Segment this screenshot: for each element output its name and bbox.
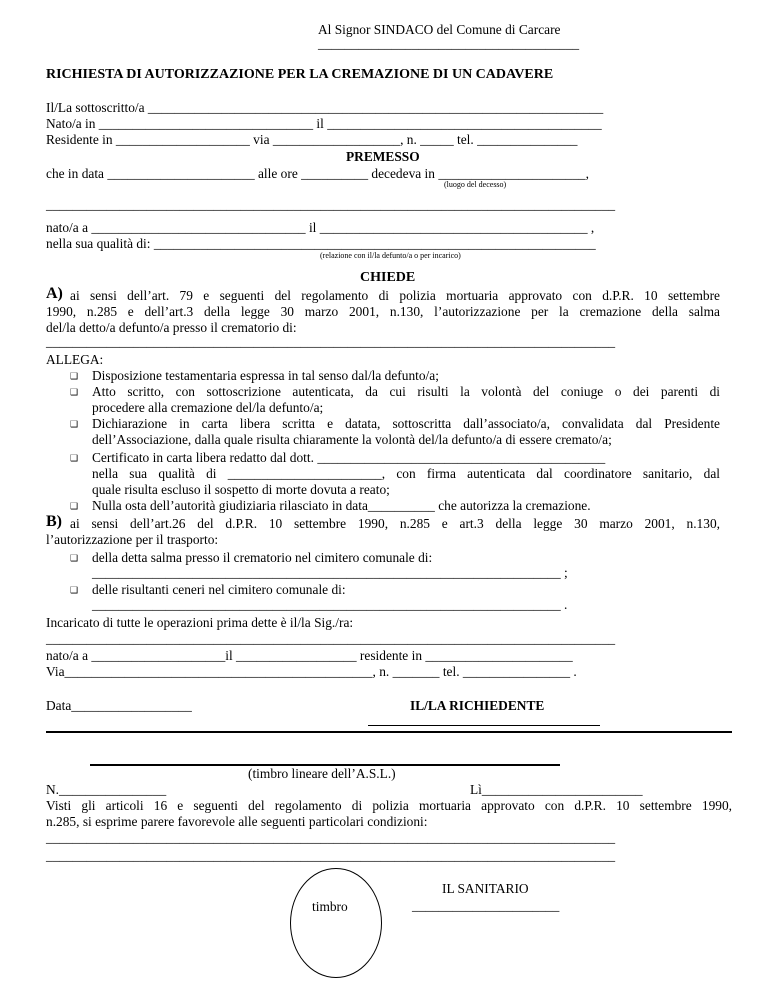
section-a-line2: 1990, n.285 e dell’art.3 della legge 30 marzo 2001, n.130, l’autorizzazione per la cremazione della salma [46,304,720,319]
allega-item4-line2[interactable]: nella sua qualità di _______________________, con firma autenticata dal coordinatore sanitario, dal [92,466,720,481]
checkbox-icon[interactable]: ❑ [70,585,79,595]
sanitario-label: IL SANITARIO [442,881,529,896]
note-place-of-death: (luogo del decesso) [444,180,507,189]
allega-item3-line2: dell’Associazione, dalla quale risulta chiaramente la volontà del/la defunto/a di essere cremato/a; [92,432,612,447]
richiedente-label: IL/LA RICHIEDENTE [410,698,545,713]
checkbox-icon[interactable]: ❑ [70,501,79,511]
doctor-field[interactable]: Certificato in carta libera redatto dal dott. ___________________________________________ [92,450,606,465]
section-b-item2: delle risultanti ceneri nel cimitero comunale di: [92,582,346,597]
conditions-field-1[interactable]: _____________________________________________________________________________________ [46,830,616,845]
conditions-field-2[interactable]: _____________________________________________________________________________________ [46,848,616,863]
checkbox-icon[interactable]: ❑ [70,419,79,429]
allega-item2-line2: procedere alla cremazione del/la defunto/a; [92,400,324,415]
deceased-birth-field[interactable]: nato/a a ________________________________ il ________________________________________ , [46,220,595,235]
asl-text-line1: Visti gli articoli 16 e seguenti del regolamento di polizia mortuaria approvato con d.P.R. 10 settembre 1990, [46,798,732,813]
crematorium-field[interactable]: _____________________________________________________________________________________ [46,334,616,349]
applicant-residence-field[interactable]: Residente in ____________________ via ___________________, n. _____ tel. _______________ [46,132,578,147]
richiedente-signature-line[interactable] [368,725,600,726]
incaricato-birth-field[interactable]: nato/a a ____________________il __________________ residente in ______________________ [46,648,573,663]
checkbox-icon[interactable]: ❑ [70,387,79,397]
section-b-item1: della detta salma presso il crematorio nel cimitero comunale di: [92,550,433,565]
death-place-continued-field[interactable]: _____________________________________________________________________________________ [46,197,616,212]
death-date-field[interactable]: che in data ______________________ alle ore __________ decedeva in ______________________, [46,166,589,181]
premesso-heading: PREMESSO [346,149,420,164]
recipient: Al Signor SINDACO del Comune di Carcare [318,22,561,37]
asl-text-line2: n.285, si esprime parere favorevole alle seguenti particolari condizioni: [46,814,428,829]
checkbox-icon[interactable]: ❑ [70,553,79,563]
asl-stamp-label: (timbro lineare dell’A.S.L.) [248,766,396,781]
allega-item2-line1: Atto scritto, con sottoscrizione autenticata, da cui risulti la volontà del coniuge o dei parenti di [92,384,720,399]
ashes-cemetery-field[interactable]: ______________________________________________________________________ . [92,597,568,612]
incaricato-label: Incaricato di tutte le operazioni prima dette è il/la Sig./ra: [46,615,354,630]
stamp-label: timbro [312,899,348,914]
section-b-line1: ai sensi dell’art.26 del d.P.R. 10 settembre 1990, n.285 e art.3 della legge 30 marzo 2001, n.130, [70,516,720,531]
document-title: RICHIESTA DI AUTORIZZAZIONE PER LA CREMAZIONE DI UN CADAVERE [46,67,554,82]
section-b-line2: l’autorizzazione per il trasporto: [46,532,219,547]
allega-item3-line1: Dichiarazione in carta libera scritta e datata, sottoscritta dall’associato/a, convalidata dal Presidente [92,416,720,431]
recipient-line: _______________________________________ [318,36,580,51]
nulla-osta-field[interactable]: Nulla osta dell’autorità giudiziaria rilasciato in data__________ che autorizza la cremazione. [92,498,591,513]
section-b-letter: B) [46,513,62,530]
relationship-field[interactable]: nella sua qualità di: __________________________________________________________________ [46,236,596,251]
place-date-field[interactable]: Lì________________________ [470,782,643,797]
note-relationship: (relazione con il/la defunto/a o per incarico) [320,251,461,260]
allega-heading: ALLEGA: [46,352,104,367]
section-a-letter: A) [46,285,63,302]
checkbox-icon[interactable]: ❑ [70,371,79,381]
incaricato-name-field[interactable]: _____________________________________________________________________________________ [46,631,616,646]
section-divider [46,731,732,733]
cemetery-crematorium-field[interactable]: ______________________________________________________________________ ; [92,565,568,580]
applicant-birth-field[interactable]: Nato/a in ________________________________ il _________________________________________ [46,116,602,131]
incaricato-address-field[interactable]: Via______________________________________________, n. _______ tel. ________________ . [46,664,577,679]
checkbox-icon[interactable]: ❑ [70,453,79,463]
allega-item4-line3: quale risulta escluso il sospetto di morte dovuta a reato; [92,482,390,497]
section-a-line3: del/la detto/a defunto/a presso il crematorio di: [46,320,297,335]
date-field[interactable]: Data__________________ [46,698,192,713]
stamp-circle [290,868,382,978]
sanitario-signature-field[interactable]: ______________________ [412,898,560,913]
chiede-heading: CHIEDE [360,270,416,285]
protocol-number-field[interactable]: N.________________ [46,782,167,797]
section-a-line1: ai sensi dell’art. 79 e seguenti del regolamento di polizia mortuaria approvato con d.P.R. 10 settembre [70,288,720,303]
applicant-name-field[interactable]: Il/La sottoscritto/a ____________________________________________________________________ [46,100,604,115]
allega-item1: Disposizione testamentaria espressa in tal senso dal/la defunto/a; [92,368,439,383]
